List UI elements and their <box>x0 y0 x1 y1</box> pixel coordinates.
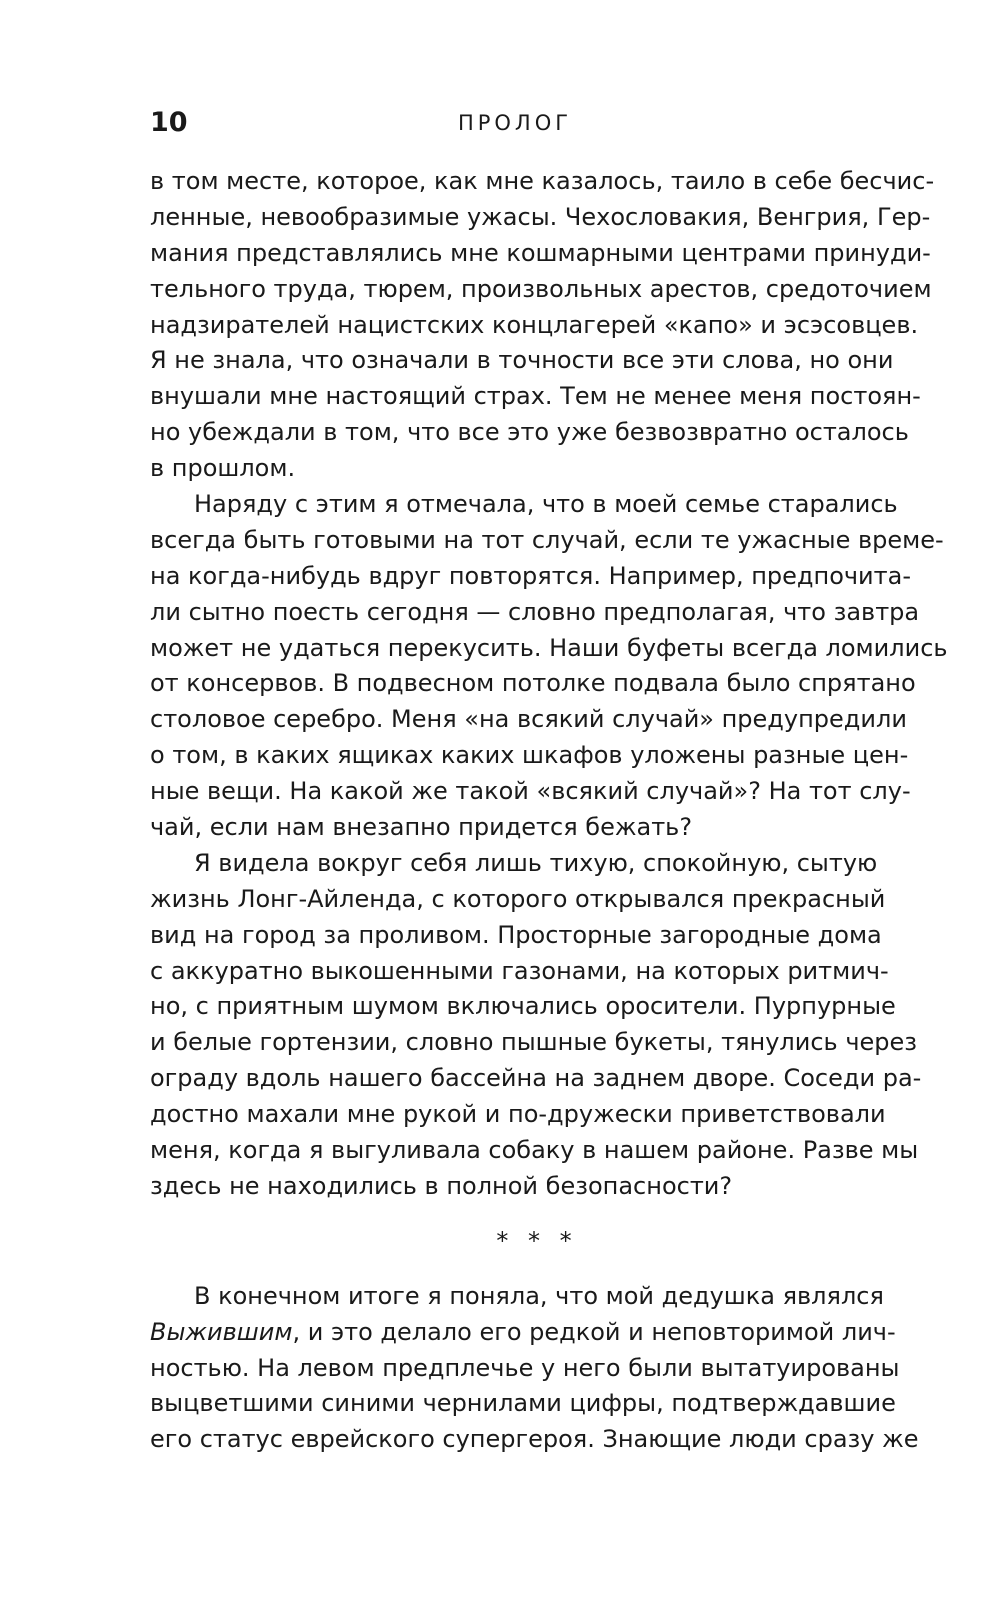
text-line: ли сытно поесть сегодня — словно предполагая, что завтра <box>150 597 920 626</box>
text-line: с аккуратно выкошенными газонами, на которых ритмич- <box>150 956 889 985</box>
text-line: о том, в каких ящиках каких шкафов уложены разные цен- <box>150 741 909 770</box>
text-line: В конечном итоге я поняла, что мой дедушка являлся <box>194 1281 884 1310</box>
italic-term: Выжившим <box>150 1317 293 1346</box>
text-line: надзирателей нацистских концлагерей «капо» и эсэсовцев. <box>150 310 919 339</box>
text-line: Наряду с этим я отмечала, что в моей семье старались <box>194 490 898 519</box>
text-line: на когда-нибудь вдруг повторятся. Например, предпочита- <box>150 561 912 590</box>
text-line: выцветшими синими чернилами цифры, подтверждавшие <box>150 1389 896 1418</box>
text-line: но убеждали в том, что все это уже безвозвратно осталось <box>150 418 909 447</box>
text-line: в прошлом. <box>150 454 296 483</box>
text-line: ограду вдоль нашего бассейна на заднем дворе. Соседи ра- <box>150 1064 922 1093</box>
running-head: ПРОЛОГ <box>457 111 573 135</box>
paragraph-2 <box>150 487 948 846</box>
paragraph-1 <box>150 164 935 487</box>
text-line: от консервов. В подвесном потолке подвала было спрятано <box>150 669 916 698</box>
text-line: чай, если нам внезапно придется бежать? <box>150 813 693 842</box>
text-line: его статус еврейского супергероя. Знающие люди сразу же <box>150 1425 919 1454</box>
text-line: столовое серебро. Меня «на всякий случай» предупредили <box>150 705 907 734</box>
text-line: и белые гортензии, словно пышные букеты, тянулись через <box>150 1028 918 1057</box>
text-line: ленные, невообразимые ужасы. Чехословакия, Венгрия, Гер- <box>150 202 931 231</box>
text-line: мания представлялись мне кошмарными центрами принуди- <box>150 238 931 267</box>
text-line: ностью. На левом предплечье у него были вытатуированы <box>150 1353 900 1382</box>
text-line: но, с приятным шумом включались оросители. Пурпурные <box>150 992 896 1021</box>
page-number: 10 <box>150 107 188 138</box>
text-line: внушали мне настоящий страх. Тем не менее меня постоян- <box>150 382 921 411</box>
text-line: достно махали мне рукой и по-дружески приветствовали <box>150 1100 886 1129</box>
text-line: может не удаться перекусить. Наши буфеты всегда ломились <box>150 633 948 662</box>
text-line: Я не знала, что означали в точности все эти слова, но они <box>150 346 894 375</box>
text-line: Я видела вокруг себя лишь тихую, спокойную, сытую <box>194 848 878 877</box>
text-line: всегда быть готовыми на тот случай, если те ужасные време- <box>150 525 944 554</box>
text-fragment: , и это делало его редкой и неповторимой лич- <box>292 1317 896 1346</box>
text-line: ные вещи. На какой же такой «всякий случай»? На тот слу- <box>150 777 911 806</box>
section-separator: * * * <box>496 1226 578 1255</box>
paragraph-4 <box>150 1279 919 1458</box>
text-line: жизнь Лонг-Айленда, с которого открывался прекрасный <box>150 884 886 913</box>
text-line <box>150 1315 896 1351</box>
text-line: в том месте, которое, как мне казалось, таило в себе бесчис- <box>150 167 935 195</box>
body-text <box>150 164 948 1458</box>
text-line: тельного труда, тюрем, произвольных арестов, средоточием <box>150 274 932 303</box>
text-line: меня, когда я выгуливала собаку в нашем районе. Разве мы <box>150 1136 919 1165</box>
text-line: здесь не находились в полной безопасности? <box>150 1171 733 1200</box>
text-line: вид на город за проливом. Просторные загородные дома <box>150 920 882 949</box>
paragraph-3 <box>150 846 922 1205</box>
